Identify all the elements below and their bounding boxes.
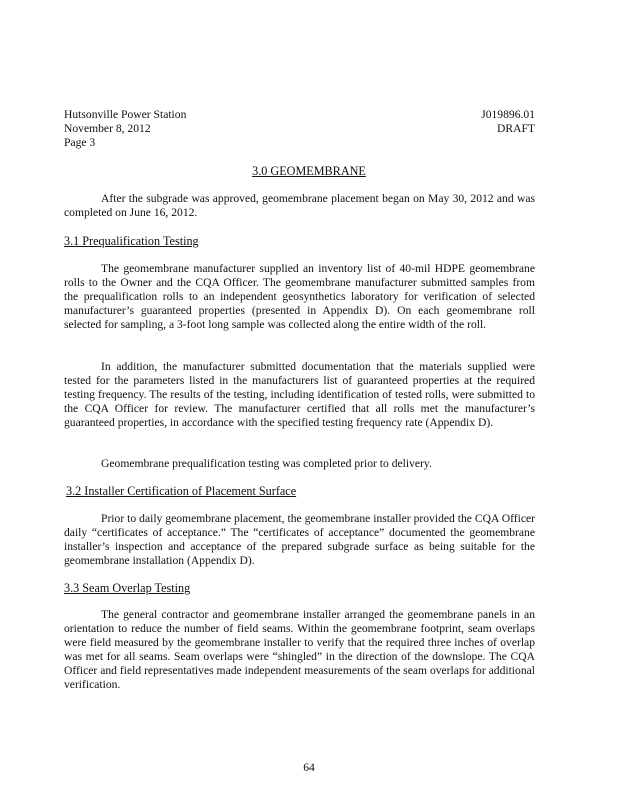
header-page: Page 3 xyxy=(64,136,96,149)
header-status: DRAFT xyxy=(496,122,535,135)
paragraph-3-1-a: The geomembrane manufacturer supplied an inventory list of 40-mil HDPE geomembrane rolls to the Owner and the CQA Officer. The geomembrane manufacturer submitted samples from the prequalification rolls to an independent geosynthetics laboratory for verification of selected manufacturer’s guaranteed properties (presented in Appendix D). On each geomembrane roll selected for sampling, a 3-foot long sample was collected along the entire width of the roll. xyxy=(64,262,535,331)
paragraph-3-1-c: Geomembrane prequalification testing was completed prior to delivery. xyxy=(101,457,432,470)
paragraph-3-2-a: Prior to daily geomembrane placement, the geomembrane installer provided the CQA Officer daily “certificates of acceptance.” The “certificates of acceptance” documented the geomembrane installer’s inspection and acceptance of the prepared subgrade surface as being suitable for the geomembrane installation (Appendix D). xyxy=(64,512,535,567)
page-number: 64 xyxy=(303,761,315,774)
header-project-number: J019896.01 xyxy=(481,108,535,121)
paragraph-3-3-a: The general contractor and geomembrane installer arranged the geomembrane panels in an orientation to reduce the number of field seams. Within the geomembrane footprint, seam overlaps were field measured by the geomembrane installer to verify that the required three inches of overlap was met for all seams. Seam overlaps were “shingled” in the direction of the downslope. The CQA Officer and field representatives made independent measurements of the seam overlaps for additional verification. xyxy=(64,608,535,691)
intro-paragraph: After the subgrade was approved, geomembrane placement began on May 30, 2012 and was completed on June 16, 2012. xyxy=(64,192,535,219)
header-date: November 8, 2012 xyxy=(64,122,151,135)
section-heading-3-2: 3.2 Installer Certification of Placement Surface xyxy=(66,484,297,498)
section-heading-3-1: 3.1 Prequalification Testing xyxy=(64,234,199,248)
paragraph-3-1-b: In addition, the manufacturer submitted documentation that the materials supplied were tested for the parameters listed in the manufacturers list of guaranteed properties at the required testing frequency. The results of the testing, including identification of tested rolls, were submitted to the CQA Officer for review. The manufacturer certified that all rolls met the manufacturer’s guaranteed properties, in accordance with the specified testing frequency rate (Appendix D). xyxy=(64,360,535,429)
page-title: 3.0 GEOMEMBRANE xyxy=(252,164,366,178)
header-station: Hutsonville Power Station xyxy=(64,108,187,121)
section-heading-3-3: 3.3 Seam Overlap Testing xyxy=(64,581,191,595)
